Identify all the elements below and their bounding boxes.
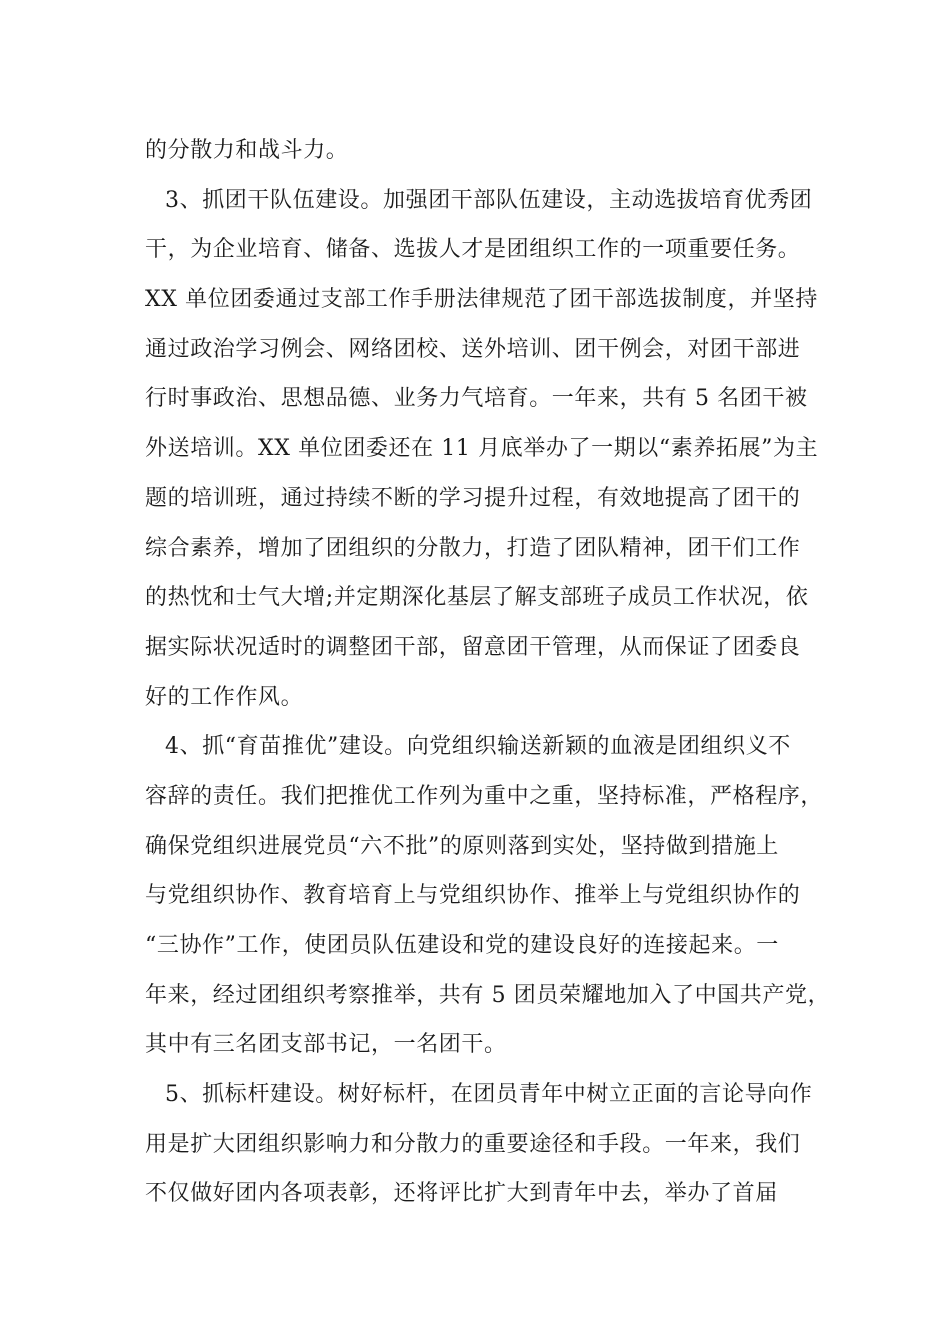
text-line: XX 单位团委通过支部工作手册法律规范了团干部选拔制度，并坚持 [145,287,818,313]
text-line: 综合素养，增加了团组织的分散力，打造了团队精神，团干们工作 [145,535,801,561]
text-line: 的热忱和士气大增;并定期深化基层了解支部班子成员工作状况，依 [145,585,809,611]
text-line: 用是扩大团组织影响力和分散力的重要途径和手段。一年来，我们 [145,1131,801,1157]
text-line: 其中有三名团支部书记，一名团干。 [145,1032,507,1058]
text-line: 的分散力和战斗力。 [145,138,349,163]
section-4-heading-line: 4、抓“育苗推优”建设。向党组织输送新颖的血液是团组织义不 [165,734,791,760]
text-line: 据实际状况适时的调整团干部，留意团干管理，从而保证了团委良 [145,634,801,660]
text-line: 通过政治学习例会、网络团校、送外培训、团干例会，对团干部进 [145,336,801,362]
text-line: 干，为企业培育、储备、选拔人才是团组织工作的一项重要任务。 [145,237,801,263]
text-line: 与党组织协作、教育培育上与党组织协作、推举上与党组织协作的 [145,883,801,909]
text-line: 行时事政治、思想品德、业务力气培育。一年来，共有 5 名团干被 [145,386,808,412]
text-line: 确保党组织进展党员“六不批”的原则落到实处，坚持做到措施上 [145,833,779,859]
text-line: “三协作”工作，使团员队伍建设和党的建设良好的连接起来。一 [145,933,779,958]
section-5-heading-line: 5、抓标杆建设。树好标杆，在团员青年中树立正面的言论导向作 [165,1082,813,1108]
text-line: 题的培训班，通过持续不断的学习提升过程，有效地提高了团干的 [145,485,801,511]
text-line: 容辞的责任。我们把推优工作列为重中之重，坚持标准，严格程序， [145,783,824,809]
section-3-heading-line: 3、抓团干队伍建设。加强团干部队伍建设，主动选拔培育优秀团 [165,187,813,213]
text-line: 年来，经过团组织考察推举，共有 5 团员荣耀地加入了中国共产党， [145,982,831,1008]
text-line: 好的工作作风。 [145,684,304,710]
text-line: 不仅做好团内各项表彰，还将评比扩大到青年中去，举办了首届 [145,1181,778,1207]
text-line: 外送培训。XX 单位团委还在 11 月底举办了一期以“素养拓展”为主 [145,436,819,462]
document-body [145,126,831,1219]
